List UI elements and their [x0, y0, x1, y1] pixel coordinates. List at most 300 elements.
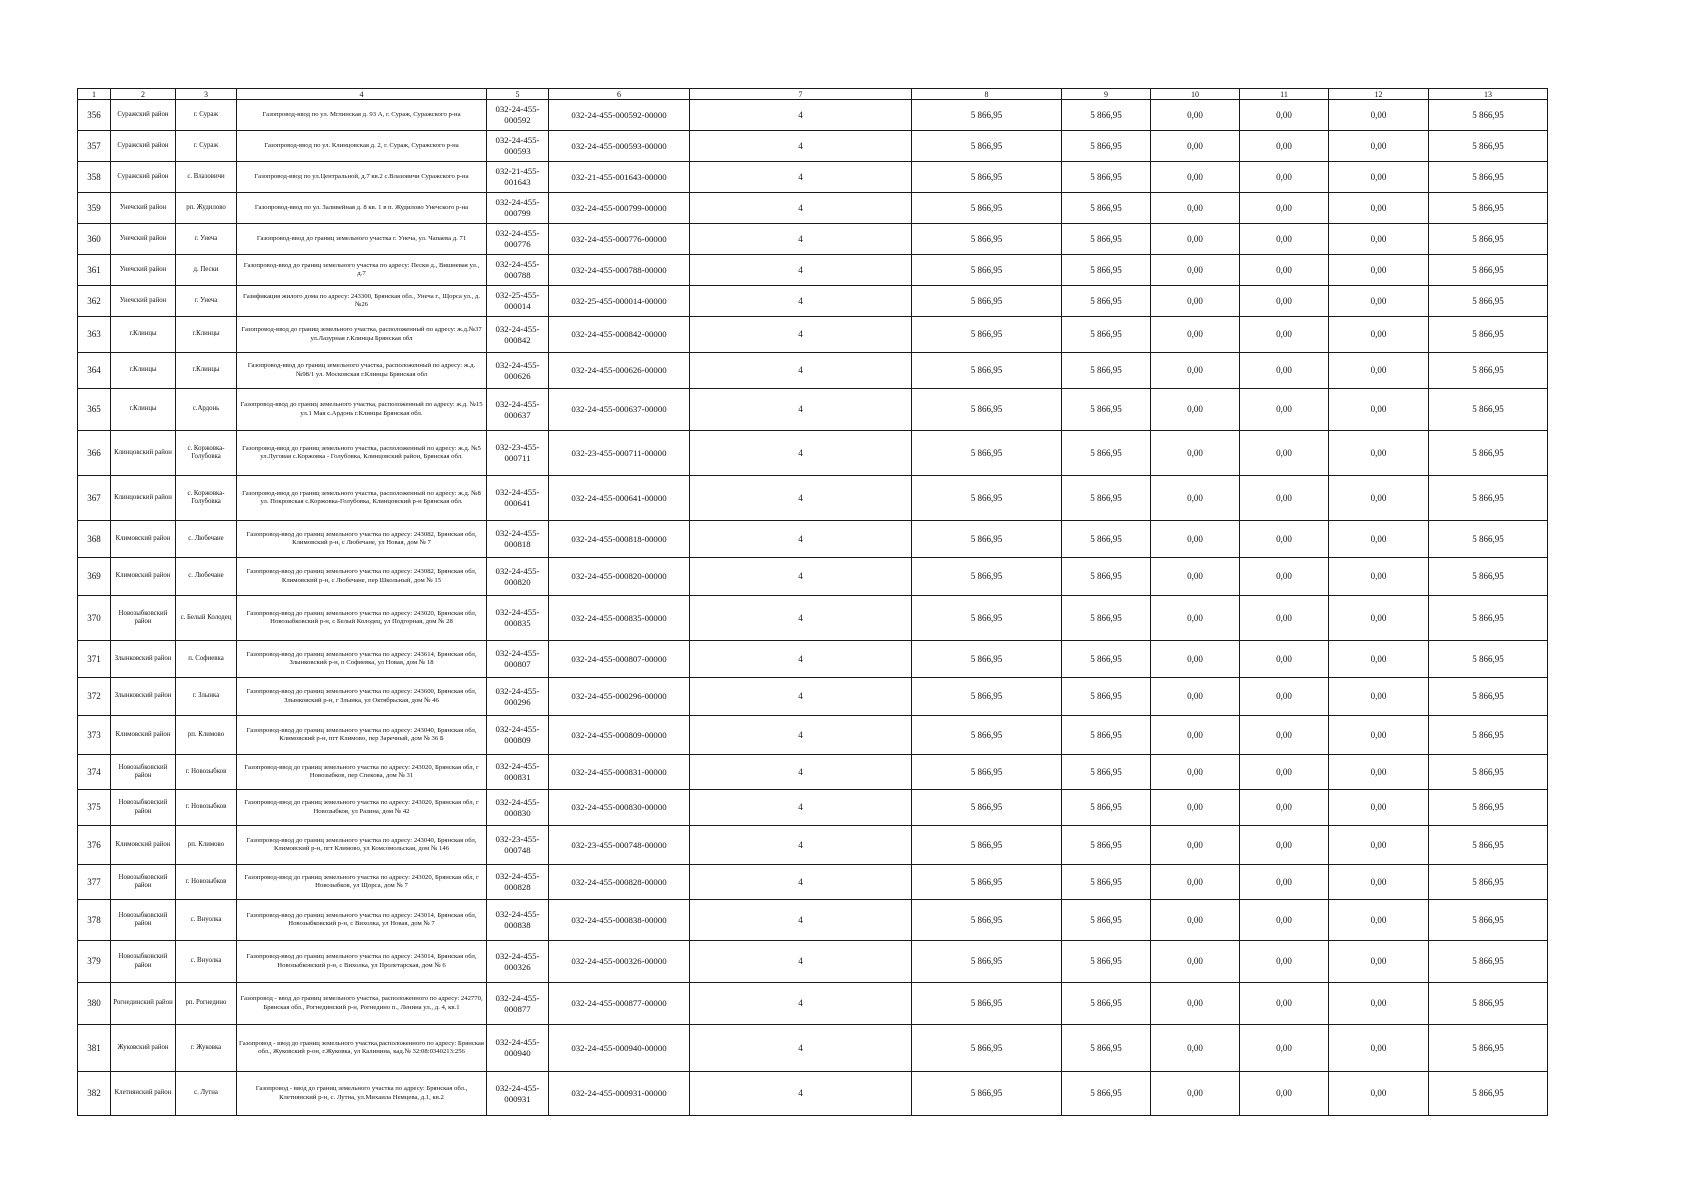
useful-life-cell: 4 — [690, 286, 912, 317]
row-number: 360 — [78, 224, 111, 255]
row-number: 365 — [78, 389, 111, 431]
amount-cell: 0,00 — [1240, 596, 1329, 641]
total-cost-cell: 5 866,95 — [1429, 983, 1548, 1025]
residual-cost-cell: 5 866,95 — [1062, 826, 1151, 865]
amount-cell: 0,00 — [1329, 755, 1429, 790]
amount-cell: 0,00 — [1240, 865, 1329, 900]
total-cost-cell: 5 866,95 — [1429, 353, 1548, 389]
asset-code-cell: 032-23-455-000748-00000 — [549, 826, 690, 865]
district-cell: Клинцовский район — [111, 476, 176, 521]
initial-cost-cell: 5 866,95 — [912, 641, 1062, 678]
inventory-number-cell: 032-24-455-000877 — [487, 983, 549, 1025]
residual-cost-cell: 5 866,95 — [1062, 1072, 1151, 1116]
residual-cost-cell: 5 866,95 — [1062, 317, 1151, 353]
asset-code-cell: 032-21-455-001643-00000 — [549, 162, 690, 193]
row-number: 370 — [78, 596, 111, 641]
total-cost-cell: 5 866,95 — [1429, 476, 1548, 521]
row-number: 361 — [78, 255, 111, 286]
total-cost-cell: 5 866,95 — [1429, 900, 1548, 941]
object-description-cell: Газопровод-ввод до границ земельного участка по адресу: 243020, Брянская обл, Новозыбковский р-н, с Белый Колодец, ул Подгорная, дом № 28 — [237, 596, 487, 641]
amount-cell: 0,00 — [1329, 941, 1429, 983]
initial-cost-cell: 5 866,95 — [912, 865, 1062, 900]
amount-cell: 0,00 — [1329, 983, 1429, 1025]
settlement-cell: г. Сураж — [176, 131, 237, 162]
inventory-number-cell: 032-25-455-000014 — [487, 286, 549, 317]
useful-life-cell: 4 — [690, 353, 912, 389]
amount-cell: 0,00 — [1240, 286, 1329, 317]
depreciation-cell: 0,00 — [1151, 790, 1240, 826]
inventory-number-cell: 032-23-455-000711 — [487, 431, 549, 476]
district-cell: Суражский район — [111, 131, 176, 162]
object-description-cell: Газопровод-ввод до границ земельного участка по адресу: 243014, Брянская обл, Новозыбковский р-н, с Вихолка, ул Новая, дом № 7 — [237, 900, 487, 941]
amount-cell: 0,00 — [1329, 476, 1429, 521]
depreciation-cell: 0,00 — [1151, 255, 1240, 286]
table-row — [78, 941, 1548, 983]
table-row — [78, 162, 1548, 193]
inventory-number-cell: 032-24-455-000838 — [487, 900, 549, 941]
object-description-cell: Газопровод-ввод до границ земельного участка, расположенный по адресу: ж.д.№37 ул.Лазурная г.Клинцы Брянская обл — [237, 317, 487, 353]
object-description-cell: Газопровод-ввод до границ земельного участка по адресу: 243020, Брянская обл, г Новозыбков, пер Спекова, дом № 31 — [237, 755, 487, 790]
settlement-cell: с. Коржовка-Голубовка — [176, 431, 237, 476]
settlement-cell: рп. Рогнедино — [176, 983, 237, 1025]
useful-life-cell: 4 — [690, 1025, 912, 1072]
initial-cost-cell: 5 866,95 — [912, 317, 1062, 353]
settlement-cell: рп. Жудилово — [176, 193, 237, 224]
object-description-cell: Газопровод-ввод до границ земельного участка по адресу: 243082, Брянская обл, Климовский р-н, с Любечане, ул Новая, дом № 7 — [237, 521, 487, 558]
table-row — [78, 100, 1548, 131]
settlement-cell: г. Сураж — [176, 100, 237, 131]
amount-cell: 0,00 — [1329, 193, 1429, 224]
row-number: 375 — [78, 790, 111, 826]
initial-cost-cell: 5 866,95 — [912, 193, 1062, 224]
asset-code-cell: 032-25-455-000014-00000 — [549, 286, 690, 317]
object-description-cell: Газопровод-ввод до границ земельного участка по адресу: 243600, Брянская обл, Злынковский р-н, г Злынка, ул Октябрьская, дом № 46 — [237, 678, 487, 716]
useful-life-cell: 4 — [690, 476, 912, 521]
depreciation-cell: 0,00 — [1151, 865, 1240, 900]
object-description-cell: Газопровод-ввод по ул. Мглинская д. 93 А, г. Сураж, Суражского р-на — [237, 100, 487, 131]
depreciation-cell: 0,00 — [1151, 317, 1240, 353]
amount-cell: 0,00 — [1240, 678, 1329, 716]
settlement-cell: п. Софиевка — [176, 641, 237, 678]
amount-cell: 0,00 — [1240, 162, 1329, 193]
total-cost-cell: 5 866,95 — [1429, 431, 1548, 476]
amount-cell: 0,00 — [1240, 317, 1329, 353]
asset-code-cell: 032-24-455-000931-00000 — [549, 1072, 690, 1116]
useful-life-cell: 4 — [690, 865, 912, 900]
residual-cost-cell: 5 866,95 — [1062, 900, 1151, 941]
asset-code-cell: 032-23-455-000711-00000 — [549, 431, 690, 476]
initial-cost-cell: 5 866,95 — [912, 983, 1062, 1025]
residual-cost-cell: 5 866,95 — [1062, 162, 1151, 193]
row-number: 377 — [78, 865, 111, 900]
useful-life-cell: 4 — [690, 224, 912, 255]
residual-cost-cell: 5 866,95 — [1062, 716, 1151, 755]
initial-cost-cell: 5 866,95 — [912, 1072, 1062, 1116]
column-number-header-row — [78, 89, 1548, 100]
amount-cell: 0,00 — [1329, 1072, 1429, 1116]
total-cost-cell: 5 866,95 — [1429, 790, 1548, 826]
amount-cell: 0,00 — [1329, 716, 1429, 755]
column-header: 13 — [1429, 89, 1548, 100]
inventory-number-cell: 032-24-455-000820 — [487, 558, 549, 596]
district-cell: Климовский район — [111, 826, 176, 865]
table-row — [78, 224, 1548, 255]
amount-cell: 0,00 — [1329, 826, 1429, 865]
useful-life-cell: 4 — [690, 900, 912, 941]
initial-cost-cell: 5 866,95 — [912, 826, 1062, 865]
district-cell: Унечский район — [111, 255, 176, 286]
amount-cell: 0,00 — [1240, 431, 1329, 476]
residual-cost-cell: 5 866,95 — [1062, 1025, 1151, 1072]
initial-cost-cell: 5 866,95 — [912, 596, 1062, 641]
total-cost-cell: 5 866,95 — [1429, 131, 1548, 162]
useful-life-cell: 4 — [690, 790, 912, 826]
row-number: 367 — [78, 476, 111, 521]
asset-code-cell: 032-24-455-000641-00000 — [549, 476, 690, 521]
settlement-cell: г. Новозыбков — [176, 755, 237, 790]
inventory-number-cell: 032-24-455-000807 — [487, 641, 549, 678]
asset-code-cell: 032-24-455-000626-00000 — [549, 353, 690, 389]
initial-cost-cell: 5 866,95 — [912, 790, 1062, 826]
inventory-number-cell: 032-24-455-000809 — [487, 716, 549, 755]
inventory-number-cell: 032-24-455-000296 — [487, 678, 549, 716]
district-cell: Новозыбковский район — [111, 755, 176, 790]
object-description-cell: Газопровод-ввод до границ земельного участка по адресу: 243082, Брянская обл, Климовский р-н, с Любечане, пер Школьный, дом № 15 — [237, 558, 487, 596]
initial-cost-cell: 5 866,95 — [912, 1025, 1062, 1072]
amount-cell: 0,00 — [1329, 162, 1429, 193]
residual-cost-cell: 5 866,95 — [1062, 389, 1151, 431]
object-description-cell: Газопровод-ввод до границ земельного участка г. Унеча, ул. Чапаева д. 71 — [237, 224, 487, 255]
useful-life-cell: 4 — [690, 193, 912, 224]
amount-cell: 0,00 — [1329, 521, 1429, 558]
row-number: 372 — [78, 678, 111, 716]
object-description-cell: Газопровод-ввод до границ земельного участка, расположенный по адресу: ж.д. №15 ул.1 Мая с.Ардонь г.Клинцы Брянская обл. — [237, 389, 487, 431]
inventory-number-cell: 032-24-455-000931 — [487, 1072, 549, 1116]
total-cost-cell: 5 866,95 — [1429, 865, 1548, 900]
column-header: 2 — [111, 89, 176, 100]
amount-cell: 0,00 — [1329, 558, 1429, 596]
district-cell: Климовский район — [111, 716, 176, 755]
depreciation-cell: 0,00 — [1151, 596, 1240, 641]
inventory-number-cell: 032-24-455-000940 — [487, 1025, 549, 1072]
district-cell: Суражский район — [111, 162, 176, 193]
asset-code-cell: 032-24-455-000637-00000 — [549, 389, 690, 431]
asset-code-cell: 032-24-455-000799-00000 — [549, 193, 690, 224]
amount-cell: 0,00 — [1240, 521, 1329, 558]
district-cell: Унечский район — [111, 224, 176, 255]
table-row — [78, 317, 1548, 353]
initial-cost-cell: 5 866,95 — [912, 755, 1062, 790]
amount-cell: 0,00 — [1329, 255, 1429, 286]
object-description-cell: Газопровод - ввод до границ земельного участка,расположенного по адресу: Брянская обл., Жуковский р-он, г.Жуковка, ул Калинина, кад.№ 32:08:0340213:256 — [237, 1025, 487, 1072]
initial-cost-cell: 5 866,95 — [912, 678, 1062, 716]
depreciation-cell: 0,00 — [1151, 755, 1240, 790]
amount-cell: 0,00 — [1329, 865, 1429, 900]
district-cell: Унечский район — [111, 286, 176, 317]
total-cost-cell: 5 866,95 — [1429, 100, 1548, 131]
residual-cost-cell: 5 866,95 — [1062, 193, 1151, 224]
object-description-cell: Газопровод-ввод до границ земельного участка по адресу: 243020, Брянская обл, г Новозыбков, ул Разина, дом № 42 — [237, 790, 487, 826]
residual-cost-cell: 5 866,95 — [1062, 596, 1151, 641]
initial-cost-cell: 5 866,95 — [912, 389, 1062, 431]
inventory-number-cell: 032-24-455-000831 — [487, 755, 549, 790]
column-header: 12 — [1329, 89, 1429, 100]
total-cost-cell: 5 866,95 — [1429, 389, 1548, 431]
object-description-cell: Газопровод-ввод до границ земельного участка, расположенный по адресу: ж.д. №5 ул.Луговая с.Коржовка - Голубовка, Клинцовский район, Брянская обл. — [237, 431, 487, 476]
district-cell: Клинцовский район — [111, 431, 176, 476]
depreciation-cell: 0,00 — [1151, 193, 1240, 224]
total-cost-cell: 5 866,95 — [1429, 826, 1548, 865]
depreciation-cell: 0,00 — [1151, 431, 1240, 476]
amount-cell: 0,00 — [1240, 900, 1329, 941]
row-number: 378 — [78, 900, 111, 941]
asset-code-cell: 032-24-455-000842-00000 — [549, 317, 690, 353]
asset-code-cell: 032-24-455-000818-00000 — [549, 521, 690, 558]
object-description-cell: Газопровод - ввод до границ земельного участка, расположенного по адресу: 242770, Брянская обл., Рогнединский р-н, Рогнедино п., Ленина ул., д. 4, кв.1 — [237, 983, 487, 1025]
amount-cell: 0,00 — [1329, 678, 1429, 716]
row-number: 366 — [78, 431, 111, 476]
residual-cost-cell: 5 866,95 — [1062, 476, 1151, 521]
object-description-cell: Газопровод-ввод до границ земельного участка по адресу: 243020, Брянская обл, г Новозыбков, ул Щорса, дом № 7 — [237, 865, 487, 900]
useful-life-cell: 4 — [690, 596, 912, 641]
initial-cost-cell: 5 866,95 — [912, 558, 1062, 596]
row-number: 368 — [78, 521, 111, 558]
asset-code-cell: 032-24-455-000788-00000 — [549, 255, 690, 286]
column-header: 3 — [176, 89, 237, 100]
depreciation-cell: 0,00 — [1151, 558, 1240, 596]
district-cell: Злынковский район — [111, 678, 176, 716]
table-row — [78, 521, 1548, 558]
asset-code-cell: 032-24-455-000592-00000 — [549, 100, 690, 131]
row-number: 379 — [78, 941, 111, 983]
settlement-cell: с. Любечане — [176, 558, 237, 596]
settlement-cell: г.Клинцы — [176, 353, 237, 389]
asset-code-cell: 032-24-455-000807-00000 — [549, 641, 690, 678]
inventory-number-cell: 032-21-455-001643 — [487, 162, 549, 193]
table-row — [78, 255, 1548, 286]
settlement-cell: г. Злынка — [176, 678, 237, 716]
table-row — [78, 826, 1548, 865]
residual-cost-cell: 5 866,95 — [1062, 286, 1151, 317]
table-row — [78, 1025, 1548, 1072]
district-cell: Злынковский район — [111, 641, 176, 678]
depreciation-cell: 0,00 — [1151, 353, 1240, 389]
useful-life-cell: 4 — [690, 716, 912, 755]
amount-cell: 0,00 — [1240, 353, 1329, 389]
total-cost-cell: 5 866,95 — [1429, 716, 1548, 755]
object-description-cell: Газопровод-ввод до границ земельного участка, расположенный по адресу: ж.д. №98/1 ул. Московская г.Клинцы Брянская обл — [237, 353, 487, 389]
asset-code-cell: 032-24-455-000940-00000 — [549, 1025, 690, 1072]
column-header: 8 — [912, 89, 1062, 100]
settlement-cell: г.Клинцы — [176, 317, 237, 353]
useful-life-cell: 4 — [690, 100, 912, 131]
depreciation-cell: 0,00 — [1151, 100, 1240, 131]
district-cell: Новозыбковский район — [111, 941, 176, 983]
inventory-number-cell: 032-24-455-000326 — [487, 941, 549, 983]
amount-cell: 0,00 — [1240, 193, 1329, 224]
amount-cell: 0,00 — [1329, 1025, 1429, 1072]
amount-cell: 0,00 — [1240, 826, 1329, 865]
residual-cost-cell: 5 866,95 — [1062, 255, 1151, 286]
settlement-cell: с.Ардонь — [176, 389, 237, 431]
column-header: 4 — [237, 89, 487, 100]
residual-cost-cell: 5 866,95 — [1062, 224, 1151, 255]
asset-code-cell: 032-24-455-000877-00000 — [549, 983, 690, 1025]
table-row — [78, 193, 1548, 224]
row-number: 376 — [78, 826, 111, 865]
total-cost-cell: 5 866,95 — [1429, 255, 1548, 286]
amount-cell: 0,00 — [1240, 941, 1329, 983]
district-cell: Новозыбковский район — [111, 790, 176, 826]
table-row — [78, 476, 1548, 521]
settlement-cell: г. Новозыбков — [176, 790, 237, 826]
amount-cell: 0,00 — [1329, 224, 1429, 255]
table-row — [78, 353, 1548, 389]
district-cell: Жуковский район — [111, 1025, 176, 1072]
depreciation-cell: 0,00 — [1151, 716, 1240, 755]
total-cost-cell: 5 866,95 — [1429, 678, 1548, 716]
column-header: 7 — [690, 89, 912, 100]
asset-code-cell: 032-24-455-000326-00000 — [549, 941, 690, 983]
initial-cost-cell: 5 866,95 — [912, 716, 1062, 755]
row-number: 357 — [78, 131, 111, 162]
district-cell: Климовский район — [111, 521, 176, 558]
object-description-cell: Газопровод-ввод до границ земельного участка по адресу: 243040, Брянская обл, Климовский р-н, пгт Климово, пер Заречный, дом № 36 Б — [237, 716, 487, 755]
settlement-cell: г. Унеча — [176, 286, 237, 317]
total-cost-cell: 5 866,95 — [1429, 641, 1548, 678]
asset-code-cell: 032-24-455-000831-00000 — [549, 755, 690, 790]
initial-cost-cell: 5 866,95 — [912, 476, 1062, 521]
depreciation-cell: 0,00 — [1151, 826, 1240, 865]
depreciation-cell: 0,00 — [1151, 641, 1240, 678]
table-row — [78, 131, 1548, 162]
useful-life-cell: 4 — [690, 431, 912, 476]
useful-life-cell: 4 — [690, 1072, 912, 1116]
depreciation-cell: 0,00 — [1151, 476, 1240, 521]
total-cost-cell: 5 866,95 — [1429, 755, 1548, 790]
initial-cost-cell: 5 866,95 — [912, 224, 1062, 255]
district-cell: Новозыбковский район — [111, 865, 176, 900]
residual-cost-cell: 5 866,95 — [1062, 790, 1151, 826]
settlement-cell: г. Новозыбков — [176, 865, 237, 900]
residual-cost-cell: 5 866,95 — [1062, 353, 1151, 389]
amount-cell: 0,00 — [1240, 641, 1329, 678]
inventory-number-cell: 032-24-455-000828 — [487, 865, 549, 900]
table-row — [78, 755, 1548, 790]
asset-code-cell: 032-24-455-000776-00000 — [549, 224, 690, 255]
amount-cell: 0,00 — [1329, 596, 1429, 641]
object-description-cell: Газопровод-ввод по ул. Заливейная д. 8 кв. 1 в п. Жудилово Унечского р-на — [237, 193, 487, 224]
settlement-cell: с. Внуолка — [176, 900, 237, 941]
asset-code-cell: 032-24-455-000828-00000 — [549, 865, 690, 900]
row-number: 369 — [78, 558, 111, 596]
amount-cell: 0,00 — [1240, 100, 1329, 131]
table-row — [78, 558, 1548, 596]
useful-life-cell: 4 — [690, 826, 912, 865]
column-header: 1 — [78, 89, 111, 100]
district-cell: Климовский район — [111, 558, 176, 596]
amount-cell: 0,00 — [1240, 224, 1329, 255]
row-number: 374 — [78, 755, 111, 790]
residual-cost-cell: 5 866,95 — [1062, 983, 1151, 1025]
total-cost-cell: 5 866,95 — [1429, 596, 1548, 641]
column-header: 10 — [1151, 89, 1240, 100]
column-header: 9 — [1062, 89, 1151, 100]
amount-cell: 0,00 — [1329, 286, 1429, 317]
table-body — [78, 100, 1548, 1116]
depreciation-cell: 0,00 — [1151, 678, 1240, 716]
residual-cost-cell: 5 866,95 — [1062, 755, 1151, 790]
initial-cost-cell: 5 866,95 — [912, 353, 1062, 389]
amount-cell: 0,00 — [1329, 317, 1429, 353]
useful-life-cell: 4 — [690, 317, 912, 353]
table-row — [78, 596, 1548, 641]
settlement-cell: с. Лутна — [176, 1072, 237, 1116]
column-header: 5 — [487, 89, 549, 100]
initial-cost-cell: 5 866,95 — [912, 941, 1062, 983]
object-description-cell: Газопровод - ввод до границ земельного участка по адресу: Брянская обл., Клетнянский р-н, с. Лутна, ул.Михаила Немцева, д.1, кв.2 — [237, 1072, 487, 1116]
useful-life-cell: 4 — [690, 521, 912, 558]
asset-code-cell: 032-24-455-000296-00000 — [549, 678, 690, 716]
settlement-cell: д. Пески — [176, 255, 237, 286]
row-number: 358 — [78, 162, 111, 193]
total-cost-cell: 5 866,95 — [1429, 1025, 1548, 1072]
district-cell: г.Клинцы — [111, 353, 176, 389]
total-cost-cell: 5 866,95 — [1429, 521, 1548, 558]
total-cost-cell: 5 866,95 — [1429, 162, 1548, 193]
residual-cost-cell: 5 866,95 — [1062, 100, 1151, 131]
useful-life-cell: 4 — [690, 641, 912, 678]
district-cell: Суражский район — [111, 100, 176, 131]
useful-life-cell: 4 — [690, 389, 912, 431]
amount-cell: 0,00 — [1240, 1025, 1329, 1072]
amount-cell: 0,00 — [1329, 389, 1429, 431]
table-row — [78, 790, 1548, 826]
residual-cost-cell: 5 866,95 — [1062, 941, 1151, 983]
district-cell: Рогнединский район — [111, 983, 176, 1025]
row-number: 364 — [78, 353, 111, 389]
amount-cell: 0,00 — [1240, 790, 1329, 826]
column-header: 11 — [1240, 89, 1329, 100]
total-cost-cell: 5 866,95 — [1429, 317, 1548, 353]
residual-cost-cell: 5 866,95 — [1062, 131, 1151, 162]
amount-cell: 0,00 — [1240, 476, 1329, 521]
asset-code-cell: 032-24-455-000820-00000 — [549, 558, 690, 596]
row-number: 381 — [78, 1025, 111, 1072]
amount-cell: 0,00 — [1329, 100, 1429, 131]
object-description-cell: Газопровод-ввод до границ земельного участка по адресу: 243014, Брянская обл, Новозыбковский р-н, с Вихолка, ул Пролетарская, дом № 6 — [237, 941, 487, 983]
settlement-cell: с. Влазовичи — [176, 162, 237, 193]
total-cost-cell: 5 866,95 — [1429, 1072, 1548, 1116]
inventory-number-cell: 032-24-455-000626 — [487, 353, 549, 389]
amount-cell: 0,00 — [1329, 431, 1429, 476]
depreciation-cell: 0,00 — [1151, 941, 1240, 983]
district-cell: г.Клинцы — [111, 389, 176, 431]
depreciation-cell: 0,00 — [1151, 389, 1240, 431]
amount-cell: 0,00 — [1240, 255, 1329, 286]
table-row — [78, 431, 1548, 476]
depreciation-cell: 0,00 — [1151, 131, 1240, 162]
district-cell: Унечский район — [111, 193, 176, 224]
settlement-cell: г. Жуковка — [176, 1025, 237, 1072]
column-header: 6 — [549, 89, 690, 100]
district-cell: Клетнянский район — [111, 1072, 176, 1116]
table-row — [78, 1072, 1548, 1116]
object-description-cell: Газопровод-ввод до границ земельного участка по адресу: 243614, Брянская обл, Злынковский р-н, п Софиевка, ул Новая, дом № 18 — [237, 641, 487, 678]
table-row — [78, 678, 1548, 716]
amount-cell: 0,00 — [1329, 790, 1429, 826]
row-number: 380 — [78, 983, 111, 1025]
